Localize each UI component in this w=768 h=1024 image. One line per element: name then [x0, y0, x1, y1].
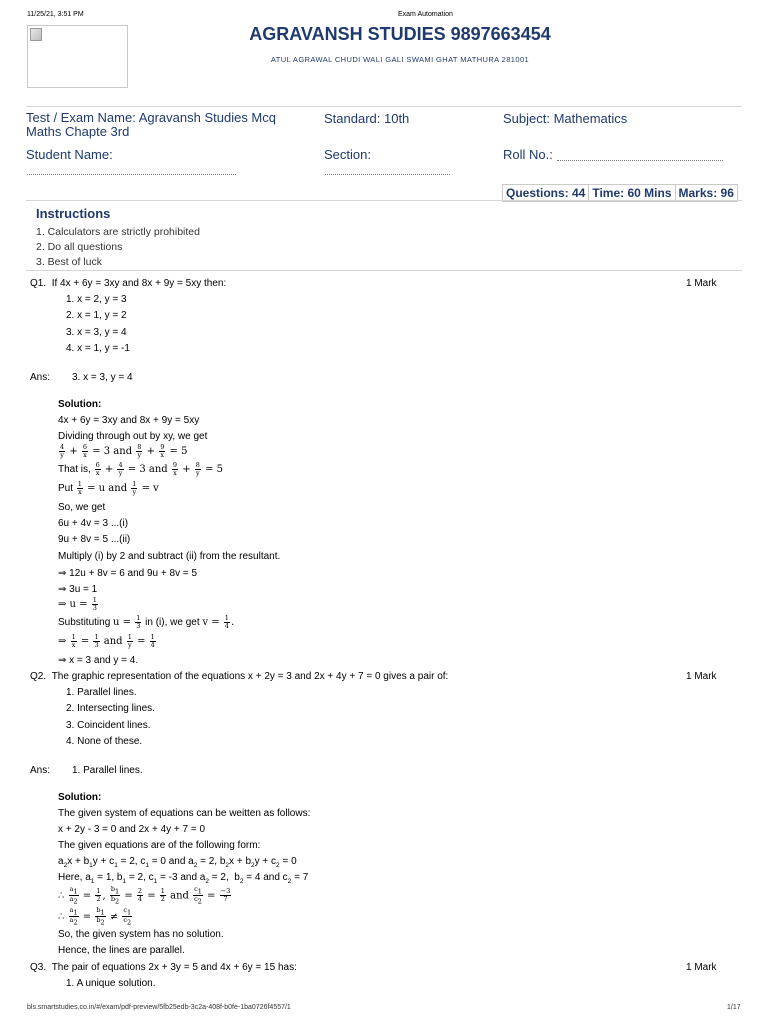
- questions-count: Questions: 44: [503, 185, 589, 201]
- divider: [26, 106, 742, 107]
- instruction-item: 3. Best of luck: [36, 256, 102, 268]
- divider: [26, 270, 742, 271]
- solution-line: The given equations are of the following form:: [58, 840, 261, 851]
- option: 3. x = 3, y = 4: [66, 327, 127, 338]
- section-label: Section:: [324, 147, 371, 162]
- broken-image-icon: [30, 28, 42, 41]
- solution-line: x + 2y - 3 = 0 and 2x + 4y + 7 = 0: [58, 824, 206, 835]
- solution-equation: Substituting u = $\frac{1}{3}$ in (i), we get v = $\frac{1}{4}$ .: [58, 614, 235, 630]
- solution-title: Solution:: [58, 399, 102, 410]
- brand-address: ATUL AGRAWAL CHUDI WALI GALI SWAMI GHAT MATHURA 281001: [270, 55, 530, 64]
- brand-title: AGRAVANSH STUDIES 9897663454: [249, 24, 551, 44]
- solution-line: So, we get: [58, 502, 106, 513]
- solution-line: ⇒ x = 3 and y = 4.: [58, 655, 139, 666]
- standard: Standard: 10th: [324, 111, 410, 126]
- total-marks: Marks: 96: [678, 186, 734, 200]
- solution-line: 9u + 8v = 5 ...(ii): [58, 534, 131, 545]
- question-2: Q2. The graphic representation of the equations x + 2y = 3 and 2x + 4y + 7 = 0 gives a pair of:: [30, 671, 449, 682]
- instruction-item: 1. Calculators are strictly prohibited: [36, 226, 200, 238]
- solution-equation: Here, $a_1 = 1$, $b_1 = 2$, $c_1 = -3$ and $a_2 = 2$, $b_2 = 4$ and $c_2 = 7$: [58, 872, 309, 885]
- option: 1. x = 2, y = 3: [66, 294, 127, 305]
- answer-label: Ans:: [30, 372, 51, 383]
- answer: 3. x = 3, y = 4: [72, 372, 133, 383]
- option: 2. Intersecting lines.: [66, 703, 155, 714]
- solution-equation: Put $\frac{1}{x}$ = u and $\frac{1}{y}$ = v: [58, 480, 159, 496]
- solution-equation: ⇒ $\frac{1}{x}$ = $\frac{1}{3}$ and $\frac{1}{y}$ = $\frac{1}{4}$: [58, 633, 155, 649]
- divider: [26, 200, 742, 201]
- solution-line: ⇒ 3u = 1: [58, 584, 98, 595]
- question-mark: 1 Mark: [686, 278, 717, 289]
- option: 4. None of these.: [66, 736, 143, 747]
- solution-equation: ∴ $\frac{a_1}{a_2}$ = $\frac{b_1}{b_2}$ ≠ $\frac{c_1}{c_2}$: [58, 906, 132, 927]
- solution-equation: ∴ $\frac{a_1}{a_2}$ = $\frac{1}{2}$ , $\frac{b_1}{b_2}$ = $\frac{2}{4}$ = $\frac{1}{2}$ and $\frac{c_1}{c_2}$ = $\frac{-3}{7}$: [58, 885, 231, 906]
- question-1: Q1. If 4x + 6y = 3xy and 8x + 9y = 5xy then:: [30, 278, 227, 289]
- page-number: 1/17: [727, 1004, 741, 1011]
- print-page-title: Exam Automation: [398, 11, 453, 18]
- roll-no-label: Roll No.:: [503, 147, 553, 162]
- time-limit: Time: 60 Mins: [589, 185, 675, 201]
- solution-line: Multiply (i) by 2 and subtract (ii) from the resultant.: [58, 551, 281, 562]
- student-name-label: Student Name:: [26, 147, 113, 162]
- solution-title: Solution:: [58, 792, 102, 803]
- option: 1. Parallel lines.: [66, 687, 137, 698]
- solution-line: 6u + 4v = 3 ...(i): [58, 518, 129, 529]
- option: 2. x = 1, y = 2: [66, 310, 127, 321]
- solution-line: Dividing through out by xy, we get: [58, 431, 208, 442]
- answer-label: Ans:: [30, 765, 51, 776]
- logo-image: [27, 25, 128, 88]
- exam-name: Test / Exam Name: Agravansh Studies Mcq Maths Chapte 3rd: [26, 110, 276, 139]
- instructions-title: Instructions: [36, 206, 111, 221]
- question-mark: 1 Mark: [686, 962, 717, 973]
- solution-equation: That is, $\frac{6}{x}$ + $\frac{4}{y}$ = 3 and $\frac{9}{x}$ + $\frac{8}{y}$ = 5: [58, 461, 224, 477]
- student-name-line: [27, 174, 236, 175]
- subject: Subject: Mathematics: [503, 111, 628, 126]
- solution-equation: $\frac{4}{y}$ + $\frac{6}{x}$ = 3 and $\frac{8}{y}$ + $\frac{9}{x}$ = 5: [60, 443, 188, 459]
- roll-no-line: [557, 160, 723, 161]
- section-line: [325, 174, 450, 175]
- solution-line: ⇒ 12u + 8v = 6 and 9u + 8v = 5: [58, 568, 198, 579]
- solution-equation: $a_2x + b_1y + c_1 = 2$, $c_1 = 0$ and $a_2 = 2$, $b_2x + b_2y + c_2 = 0$: [58, 856, 297, 869]
- solution-line: Hence, the lines are parallel.: [58, 945, 185, 956]
- print-datetime: 11/25/21, 3:51 PM: [27, 11, 84, 18]
- instruction-item: 2. Do all questions: [36, 241, 123, 253]
- print-url: bls.smartstudies.co.in/#/exam/pdf-preview/5fb25edb-3c2a-408f-b0fe-1ba0726f4557/1: [27, 1004, 291, 1011]
- answer: 1. Parallel lines.: [72, 765, 143, 776]
- solution-line: The given system of equations can be weitten as follows:: [58, 808, 311, 819]
- solution-equation: ⇒ u = $\frac{1}{3}$: [58, 596, 97, 612]
- option: 4. x = 1, y = -1: [66, 343, 130, 354]
- option: 1. A unique solution.: [66, 978, 156, 989]
- question-mark: 1 Mark: [686, 671, 717, 682]
- option: 3. Coincident lines.: [66, 720, 151, 731]
- solution-line: So, the given system has no solution.: [58, 929, 224, 940]
- question-3: Q3. The pair of equations 2x + 3y = 5 and 4x + 6y = 15 has:: [30, 962, 297, 973]
- solution-line: 4x + 6y = 3xy and 8x + 9y = 5xy: [58, 415, 200, 426]
